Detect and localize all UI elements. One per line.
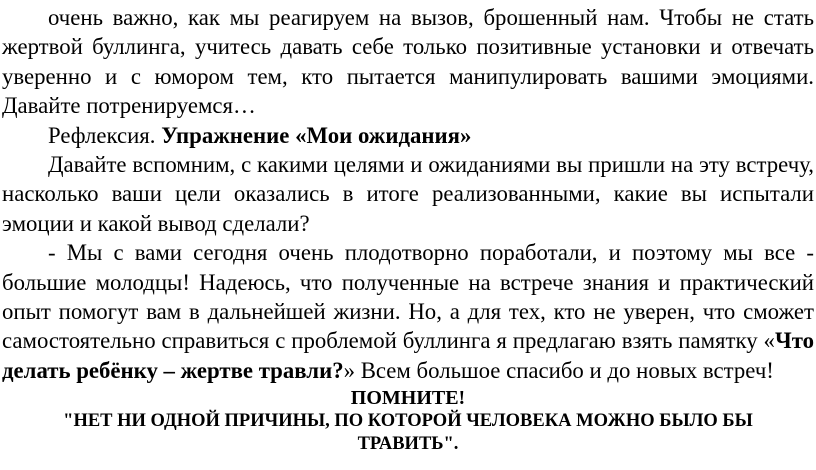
paragraph-text-end: » Всем большое спасибо и до новых встреч!	[343, 357, 774, 383]
paragraph-closing	[2, 238, 814, 385]
caps-statement-line-1: "НЕТ НИ ОДНОЙ ПРИЧИНЫ, ПО КОТОРОЙ ЧЕЛОВЕКА МОЖНО БЫЛО БЫ	[63, 411, 753, 432]
caps-statement-line-2: ТРАВИТЬ".	[357, 434, 459, 455]
paragraph-bullying-advice	[2, 3, 814, 121]
remember-heading: ПОМНИТЕ!	[350, 387, 466, 410]
paragraph-text: - Мы с вами сегодня очень плодотворно поработали, и поэтому мы все - большие молодцы! Надеюсь, что полученные на встрече знания и практический опыт помогут вам в дальнейшей жизни. Но, а для тех, кто не уверен, что сможет самостоятельно справиться с проблемой буллинга я предлагаю взять памятку «	[2, 240, 814, 354]
paragraph-text: очень важно, как мы реагируем на вызов, брошенный нам. Чтобы не стать жертвой буллинга, учитесь давать себе только позитивные установки и отвечать уверенно и с юмором тем, кто пытается манипулировать вашими эмоциями. Давайте потренируемся…	[2, 5, 814, 119]
reflection-label: Рефлексия.	[48, 122, 162, 148]
paragraph-expectations	[2, 150, 814, 238]
exercise-title: Упражнение «Мои ожидания»	[161, 122, 472, 148]
paragraph-reflection	[2, 121, 814, 150]
paragraph-text: Давайте вспомним, с какими целями и ожиданиями вы пришли на эту встречу, насколько ваши цели оказались в итоге реализованными, какие вы испытали эмоции и какой вывод сделали?	[2, 152, 814, 236]
memo-title: Что делать ребёнку – жертве травли?	[2, 328, 814, 383]
